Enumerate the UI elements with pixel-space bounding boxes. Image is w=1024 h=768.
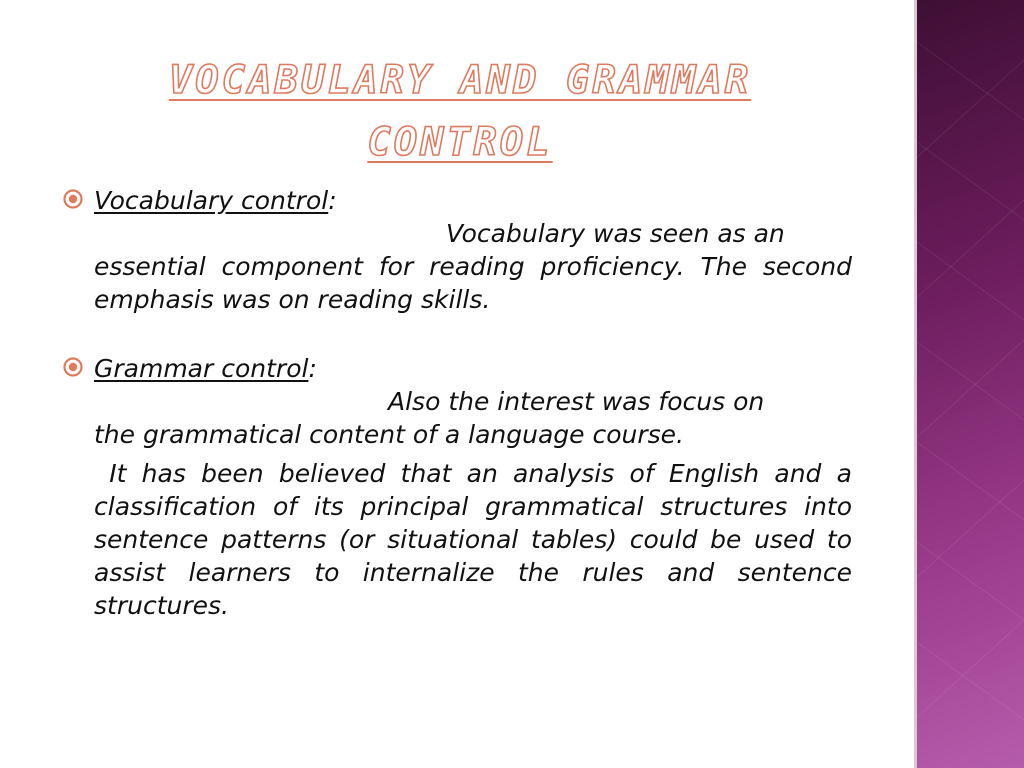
heading-suffix: : bbox=[328, 186, 337, 215]
bullet-paragraph: It has been believed that an analysis of English and a classification of its principal grammatical structures into sentence patterns (or situational tables) could be used to assist learners to internalize the rules and sentence structures. bbox=[94, 459, 860, 620]
bullet-paragraph: the grammatical content of a language course. bbox=[94, 420, 685, 449]
bullet-heading: Grammar control bbox=[94, 354, 309, 383]
heading-suffix: : bbox=[308, 354, 317, 383]
bullet-paragraph: essential component for reading proficiency. The second emphasis was on reading skills. bbox=[94, 252, 852, 314]
bullet-heading-line bbox=[94, 184, 852, 217]
title-line-2: CONTROL bbox=[367, 120, 553, 165]
bullet-heading-line bbox=[94, 352, 852, 385]
bullet-vocabulary-control bbox=[62, 184, 852, 316]
bullet-grammar-control bbox=[62, 352, 860, 622]
circle-dot-bullet-icon bbox=[62, 356, 84, 378]
bullet-text-line: Vocabulary was seen as an bbox=[446, 219, 785, 248]
slide-body bbox=[62, 184, 860, 622]
title-line-1: VOCABULARY AND GRAMMAR bbox=[168, 58, 752, 103]
decorative-side-band bbox=[914, 0, 1024, 768]
bullet-heading: Vocabulary control bbox=[94, 186, 329, 215]
circle-dot-bullet-icon bbox=[62, 188, 84, 210]
band-pattern bbox=[914, 0, 1024, 768]
bullet-text-line: Also the interest was focus on bbox=[388, 387, 765, 416]
slide-title bbox=[80, 50, 840, 174]
